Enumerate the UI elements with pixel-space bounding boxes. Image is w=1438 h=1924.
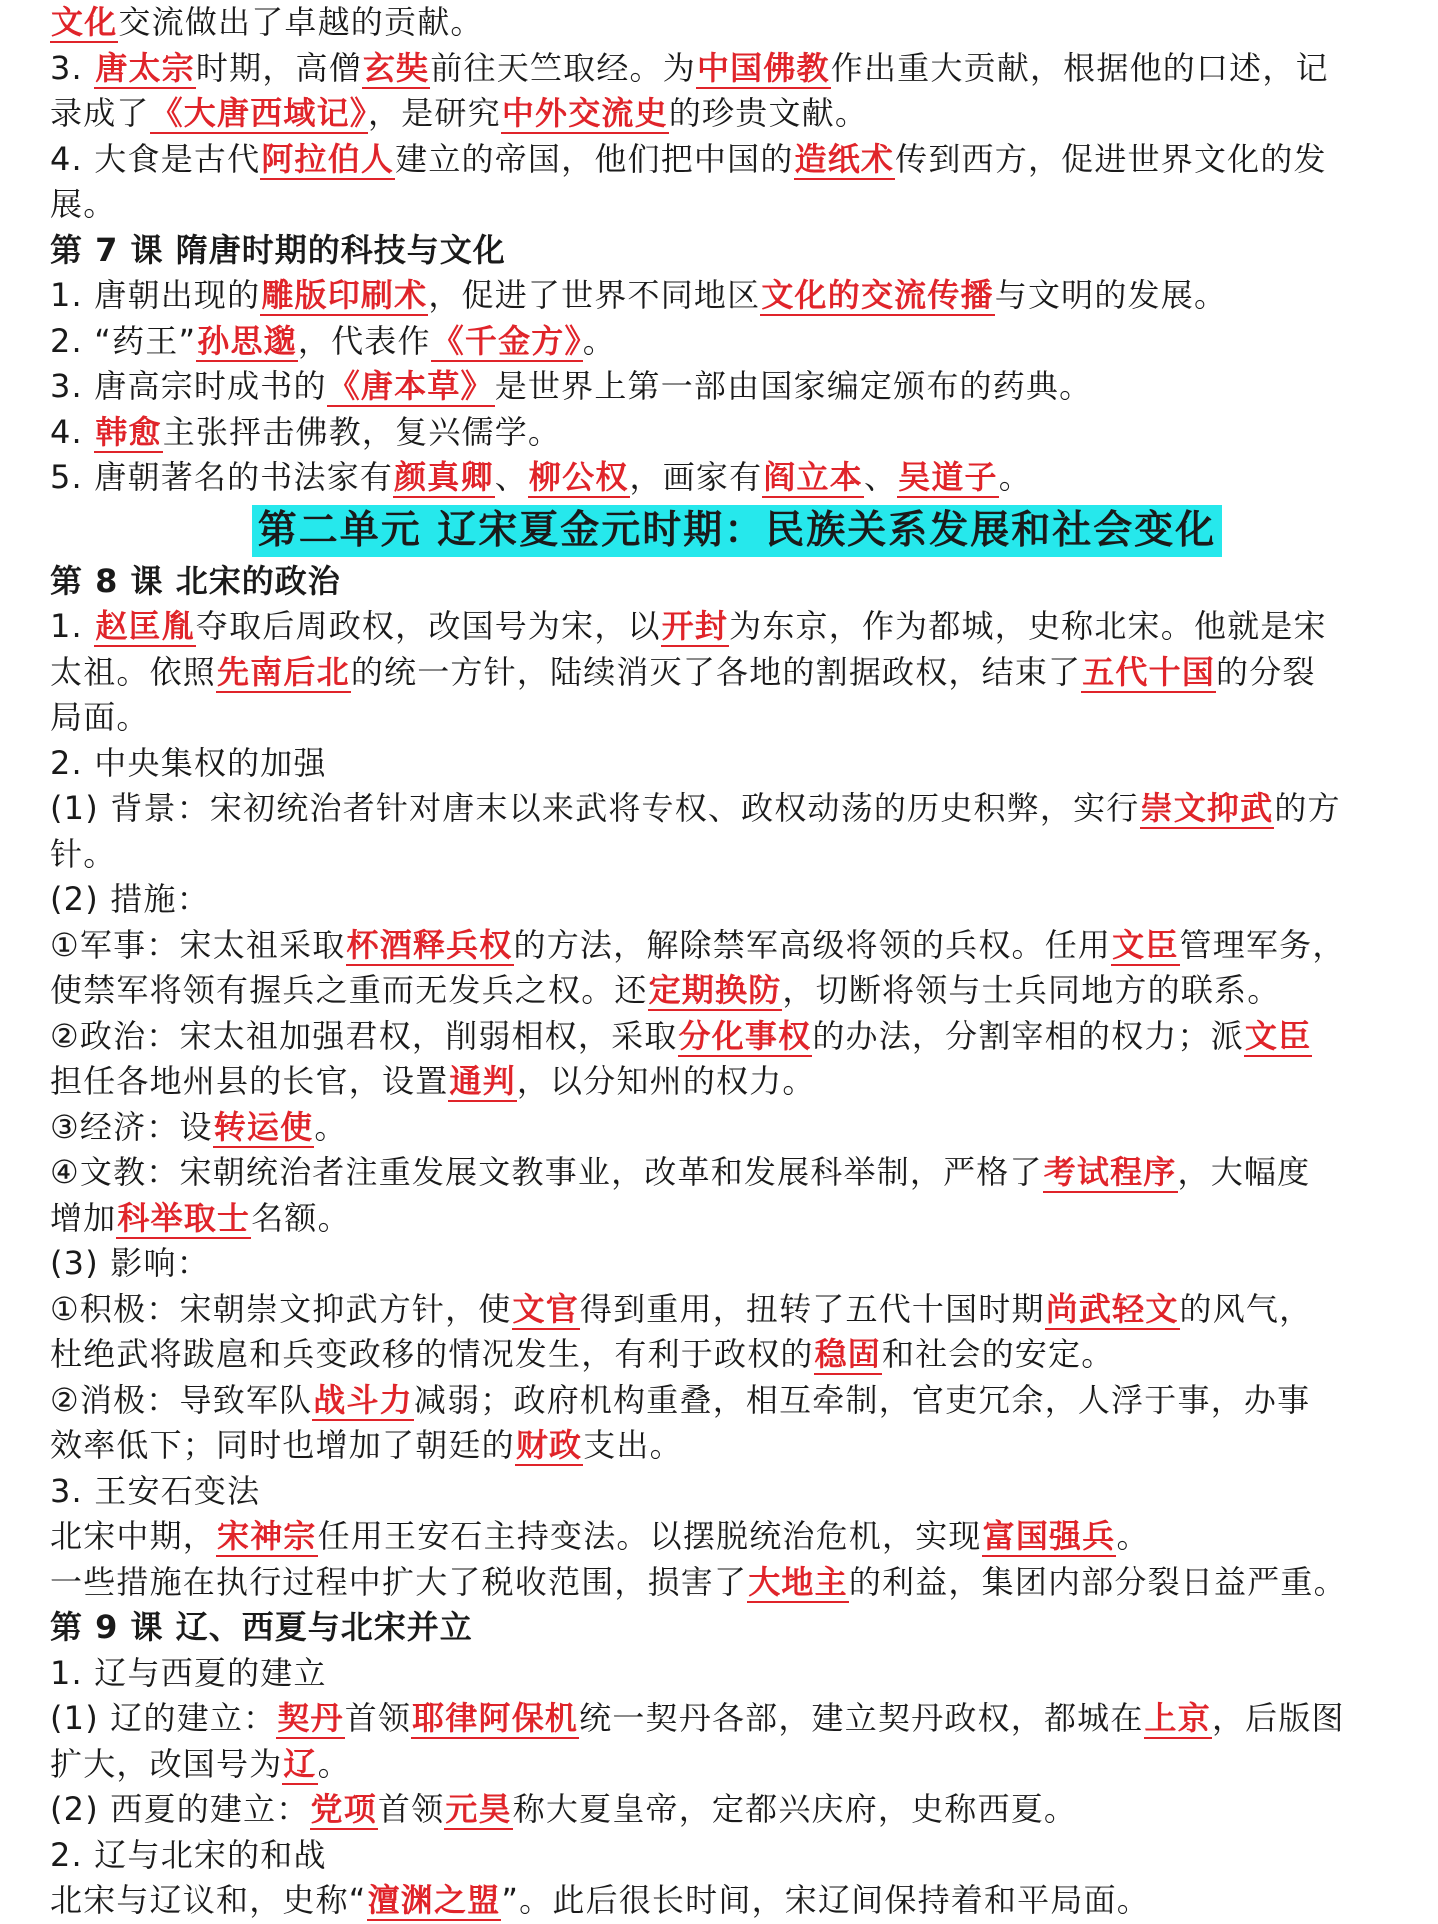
text-line — [50, 0, 1424, 46]
text-line — [50, 1059, 1424, 1105]
text-segment: 3. — [50, 48, 95, 87]
text-segment: 减弱；政府机构重叠，相互牵制，官吏冗余，人浮于事，办事 — [413, 1380, 1311, 1419]
keyword: 崇文抑武 — [1140, 789, 1274, 827]
keyword: 上京 — [1144, 1699, 1211, 1737]
text-segment: 首领 — [377, 1790, 445, 1828]
keyword: 唐太宗 — [95, 48, 195, 87]
text-line — [50, 1423, 1424, 1469]
text-segment: ④文教：宋朝统治者注重发展文教事业，改革和发展科举制，严格了 — [50, 1153, 1043, 1191]
text-segment: ，代表作 — [297, 321, 431, 360]
text-segment: (1) 辽的建立： — [50, 1699, 277, 1737]
text-segment: ，大幅度 — [1177, 1153, 1311, 1191]
keyword: 雕版印刷术 — [261, 276, 428, 314]
text-segment: 、 — [494, 458, 528, 496]
text-segment: ，切断将领与士兵同地方的联系。 — [782, 971, 1281, 1009]
keyword: 富国强兵 — [982, 1517, 1116, 1555]
text-segment: 得到重用，扭转了五代十国时期 — [579, 1289, 1045, 1328]
text-segment: 支出。 — [583, 1426, 683, 1464]
text-segment: 4. — [50, 412, 95, 451]
text-segment: ，后版图 — [1211, 1699, 1345, 1737]
text-segment: 第二单元 辽宋夏金元时期：民族关系发展和社会变化 — [257, 507, 1217, 553]
keyword: 考试程序 — [1043, 1153, 1177, 1191]
keyword: 澶渊之盟 — [367, 1881, 501, 1919]
text-line — [50, 1469, 1424, 1515]
text-segment: 5. 唐朝著名的书法家有 — [50, 458, 394, 496]
text-line — [50, 1287, 1424, 1333]
text-line — [50, 741, 1424, 787]
keyword: 科举取士 — [117, 1198, 251, 1237]
text-segment: (2) 措施： — [50, 880, 210, 918]
text-segment: ①积极：宋朝崇文抑武方针，使 — [50, 1289, 512, 1328]
text-segment: 录成了 — [50, 94, 150, 132]
keyword: 辽 — [283, 1744, 317, 1783]
text-segment: 任用王安石主持变法。以摆脱统治危机，实现 — [317, 1517, 982, 1555]
unit-title — [252, 505, 1223, 557]
text-segment: 。 — [582, 321, 616, 360]
text-segment: 太祖。依照 — [50, 652, 217, 691]
text-line — [50, 410, 1424, 456]
text-line — [50, 1378, 1424, 1424]
keyword: 耶律阿保机 — [412, 1699, 579, 1737]
text-line — [50, 319, 1424, 365]
text-segment: ①军事：宋太祖采取 — [50, 925, 346, 964]
text-segment: 第 8 课 北宋的政治 — [50, 561, 341, 600]
text-segment: 担任各地州县的长官，设置 — [50, 1062, 449, 1100]
text-line — [50, 137, 1424, 183]
text-line — [50, 695, 1424, 741]
keyword: 韩愈 — [95, 412, 162, 451]
text-segment: 、 — [863, 458, 898, 496]
keyword: 《千金方》 — [431, 321, 582, 360]
text-segment: ，促进了世界不同地区 — [428, 276, 761, 314]
text-segment: 的统一方针，陆续消灭了各地的割据政权，结束了 — [350, 652, 1082, 691]
text-segment: 交流做出了卓越的贡献。 — [118, 3, 484, 41]
keyword: 中外交流史 — [501, 94, 668, 132]
text-segment: ，画家有 — [629, 458, 763, 496]
text-segment: 。 — [317, 1744, 351, 1783]
text-segment: 2. “药王” — [50, 321, 197, 360]
lesson-heading — [50, 1605, 1424, 1651]
text-segment: 使禁军将领有握兵之重而无发兵之权。还 — [50, 971, 648, 1009]
keyword: 大地主 — [748, 1562, 848, 1601]
keyword: 文臣 — [1244, 1016, 1312, 1055]
text-segment: ③经济：设 — [50, 1107, 213, 1146]
text-segment: 北宋与辽议和，史称“ — [50, 1881, 367, 1919]
text-line — [50, 1105, 1424, 1151]
keyword: 宋神宗 — [217, 1517, 317, 1555]
keyword: 战斗力 — [313, 1380, 413, 1419]
text-line — [50, 650, 1424, 696]
text-segment: 与文明的发展。 — [994, 276, 1228, 314]
text-segment: 2. 辽与北宋的和战 — [50, 1835, 327, 1874]
text-segment: 称大夏皇帝，定都兴庆府，史称西夏。 — [512, 1790, 1078, 1828]
text-segment: 。 — [998, 458, 1032, 496]
text-segment: 的方法，解除禁军高级将领的兵权。任用 — [513, 925, 1112, 964]
lesson-heading — [50, 228, 1424, 274]
text-segment: 4. 大食是古代 — [50, 139, 261, 178]
keyword: 文官 — [512, 1289, 579, 1328]
text-line — [50, 923, 1424, 969]
text-line — [50, 91, 1424, 137]
keyword: 孙思邈 — [197, 321, 297, 360]
keyword: 先南后北 — [217, 652, 350, 691]
text-segment: 第 9 课 辽、西夏与北宋并立 — [50, 1608, 473, 1646]
text-line — [50, 1150, 1424, 1196]
text-segment: 传到西方，促进世界文化的发 — [895, 139, 1327, 178]
text-segment: 夺取后周政权，改国号为宋，以 — [195, 607, 661, 645]
text-segment: (1) 背景：宋初统治者针对唐末以来武将专权、政权动荡的历史积弊，实行 — [50, 789, 1140, 827]
text-line — [50, 182, 1424, 228]
keyword: 柳公权 — [528, 458, 629, 496]
text-segment: 针。 — [50, 834, 117, 873]
text-line — [50, 1787, 1424, 1833]
text-segment: 的办法，分割宰相的权力；派 — [812, 1016, 1244, 1055]
text-segment: (2) 西夏的建立： — [50, 1790, 310, 1828]
text-line — [50, 1241, 1424, 1287]
text-segment: 作出重大贡献，根据他的口述，记 — [830, 48, 1329, 87]
text-segment: 。 — [314, 1107, 348, 1146]
text-line — [50, 1878, 1424, 1924]
text-segment: 3. 唐高宗时成书的 — [50, 367, 327, 405]
text-segment: ②消极：导致军队 — [50, 1380, 313, 1419]
text-segment: 统一契丹各部，建立契丹政权，都城在 — [579, 1699, 1144, 1737]
text-segment: 1. 辽与西夏的建立 — [50, 1653, 327, 1692]
keyword: 契丹 — [277, 1699, 344, 1737]
text-segment: 的风气， — [1179, 1289, 1313, 1328]
keyword: 转运使 — [213, 1107, 314, 1146]
text-line — [50, 1742, 1424, 1788]
text-segment: 前往天竺取经。为 — [430, 48, 696, 87]
keyword: 文化的交流传播 — [761, 276, 994, 314]
text-line — [50, 1560, 1424, 1606]
keyword: 造纸术 — [794, 139, 895, 178]
keyword: 党项 — [310, 1790, 377, 1828]
text-line — [50, 604, 1424, 650]
text-segment: ”。此后很长时间，宋辽间保持着和平局面。 — [501, 1881, 1150, 1919]
text-segment: 3. 王安石变法 — [50, 1471, 261, 1510]
text-line — [50, 1696, 1424, 1742]
keyword: 中国佛教 — [696, 48, 830, 87]
text-segment: 扩大，改国号为 — [50, 1744, 283, 1783]
keyword: 玄奘 — [362, 48, 430, 87]
text-line — [50, 364, 1424, 410]
text-segment: 的珍贵文献。 — [668, 94, 869, 132]
text-segment: 的方 — [1274, 789, 1341, 827]
text-segment: 增加 — [50, 1198, 117, 1237]
text-segment: 北宋中期， — [50, 1517, 217, 1555]
keyword: 开封 — [661, 607, 729, 645]
keyword: 五代十国 — [1082, 652, 1216, 691]
text-segment: (3) 影响： — [50, 1244, 210, 1282]
keyword: 分化事权 — [678, 1016, 812, 1055]
text-line — [50, 1833, 1424, 1879]
text-line — [50, 1332, 1424, 1378]
keyword: 阿拉伯人 — [261, 139, 395, 178]
text-segment: 2. 中央集权的加强 — [50, 743, 327, 782]
text-segment: ②政治：宋太祖加强君权，削弱相权，采取 — [50, 1016, 678, 1055]
text-segment: 建立的帝国，他们把中国的 — [395, 139, 794, 178]
text-segment: 是世界上第一部由国家编定颁布的药典。 — [494, 367, 1093, 405]
text-segment: 局面。 — [50, 698, 150, 736]
text-line — [50, 1651, 1424, 1697]
text-segment: 的利益，集团内部分裂日益严重。 — [848, 1562, 1347, 1601]
keyword: 稳固 — [814, 1335, 882, 1373]
keyword: 赵匡胤 — [95, 607, 195, 645]
text-segment: 。 — [1116, 1517, 1150, 1555]
text-line — [50, 455, 1424, 501]
text-segment: 为东京，作为都城，史称北宋。他就是宋 — [729, 607, 1327, 645]
text-segment: 的分裂 — [1216, 652, 1316, 691]
text-segment: 第 7 课 隋唐时期的科技与文化 — [50, 230, 506, 269]
text-line — [50, 786, 1424, 832]
keyword: 尚武轻文 — [1045, 1289, 1179, 1328]
text-line — [50, 1014, 1424, 1060]
text-segment: ，以分知州的权力。 — [516, 1062, 816, 1100]
unit-title-wrap — [50, 505, 1424, 557]
keyword: 文臣 — [1112, 925, 1179, 964]
keyword: 定期换防 — [648, 971, 782, 1009]
keyword: 文化 — [51, 3, 118, 41]
keyword: 元昊 — [445, 1790, 512, 1828]
keyword: 《大唐西域记》 — [150, 94, 368, 132]
keyword: 颜真卿 — [394, 458, 494, 496]
keyword: 财政 — [515, 1426, 583, 1464]
text-segment: 一些措施在执行过程中扩大了税收范围，损害了 — [50, 1562, 748, 1601]
keyword: 通判 — [449, 1062, 516, 1100]
text-line — [50, 877, 1424, 923]
keyword: 吴道子 — [898, 458, 998, 496]
text-segment: 1. — [50, 607, 95, 645]
keyword: 《唐本草》 — [327, 367, 494, 405]
text-segment: 主张抨击佛教，复兴儒学。 — [162, 412, 562, 451]
text-segment: 和社会的安定。 — [882, 1335, 1115, 1373]
keyword: 杯酒释兵权 — [346, 925, 513, 964]
text-segment: 杜绝武将跋扈和兵变政移的情况发生，有利于政权的 — [50, 1335, 814, 1373]
text-segment: ，是研究 — [368, 94, 501, 132]
text-line — [50, 968, 1424, 1014]
lesson-heading — [50, 559, 1424, 605]
text-line — [50, 1196, 1424, 1242]
text-segment: 1. 唐朝出现的 — [50, 276, 261, 314]
text-segment: 展。 — [50, 185, 117, 223]
text-segment: 效率低下；同时也增加了朝廷的 — [50, 1426, 515, 1464]
text-line — [50, 46, 1424, 92]
text-segment: 管理军务， — [1179, 925, 1346, 964]
text-segment: 名额。 — [251, 1198, 351, 1237]
text-line — [50, 1514, 1424, 1560]
text-segment: 时期，高僧 — [195, 48, 362, 87]
text-segment: 首领 — [344, 1699, 412, 1737]
keyword: 阎立本 — [763, 458, 863, 496]
text-line — [50, 273, 1424, 319]
text-line — [50, 832, 1424, 878]
